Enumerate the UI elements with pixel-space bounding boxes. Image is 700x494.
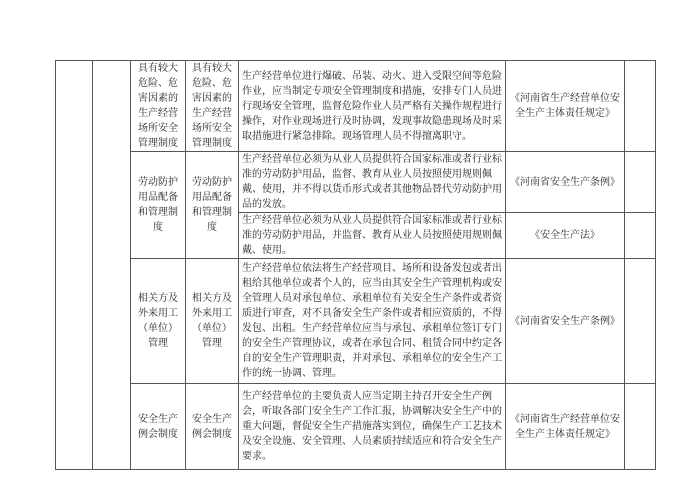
system-name-cell: 劳动防护用品配备和管理制度 [186,152,239,259]
system-name-cell: 具有较大危险、危害因素的生产经营场所安全管理制度 [186,61,239,152]
system-name-cell: 安全生产例会制度 [131,384,186,470]
requirement-cell: 生产经营单位必须为从业人员提供符合国家标准或者行业标准的劳动防护用品，并监督、教育从业人员按照使用规则佩戴、使用。 [239,213,506,259]
table-row [56,259,656,384]
system-name-cell: 相关方及外来用工（单位）管理 [186,259,239,384]
basis-cell: 《河南省安全生产条例》 [506,152,625,213]
table-row [56,152,656,213]
system-name-cell: 劳动防护用品配备和管理制度 [131,152,186,259]
basis-cell: 《河南省安全生产条例》 [506,259,625,384]
blank-cell [625,259,656,384]
blank-cell [625,61,656,152]
table-row [56,384,656,470]
basis-cell: 《河南省生产经营单位安全生产主体责任规定》 [506,61,625,152]
table-row [56,61,656,152]
blank-cell [625,384,656,470]
blank-cell [93,61,131,470]
basis-cell: 《河南省生产经营单位安全生产主体责任规定》 [506,384,625,470]
system-name-cell: 具有较大危险、危害因素的生产经营场所安全管理制度 [131,61,186,152]
blank-cell [625,152,656,213]
system-name-cell: 相关方及外来用工（单位）管理 [131,259,186,384]
requirement-cell: 生产经营单位进行爆破、吊装、动火、进入受限空间等危险作业，应当制定专项安全管理制度和措施，安排专门人员进行现场安全管理，监督危险作业人员严格有关操作规程进行操作，对作业现场进行及时协调，发现事故隐患现场及时采取措施进行紧急排除。现场管理人员不得擅离职守。 [239,61,506,152]
requirement-cell: 生产经营单位的主要负责人应当定期主持召开安全生产例会，听取各部门安全生产工作汇报，协调解决安全生产中的重大问题，督促安全生产措施落实到位，确保生产工艺技术及安全设施、安全管理、人员素质持续适应和符合安全生产要求。 [239,384,506,470]
system-name-cell: 安全生产例会制度 [186,384,239,470]
requirement-cell: 生产经营单位依法将生产经营项目、场所和设备发包或者出租给其他单位或者个人的，应当由其安全生产管理机构或安全管理人员对承包单位、承租单位有关安全生产条件或者资质进行审查，对不具备安全生产条件或者相应资质的，不得发包、出租。生产经营单位应当与承包、承租单位签订专门的安全生产管理协议，或者在承包合同、租赁合同中约定各自的安全生产管理职责，并对承包、承租单位的安全生产工作的统一协调、管理。 [239,259,506,384]
regulation-table [55,60,656,470]
blank-cell [56,61,93,470]
basis-cell: 《安全生产法》 [506,213,625,259]
requirement-cell: 生产经营单位必须为从业人员提供符合国家标准或者行业标准的劳动防护用品，监督、教育从业人员按照使用规则佩戴、使用，并不得以货币形式或者其他物品替代劳动防护用品的发放。 [239,152,506,213]
blank-cell [625,213,656,259]
